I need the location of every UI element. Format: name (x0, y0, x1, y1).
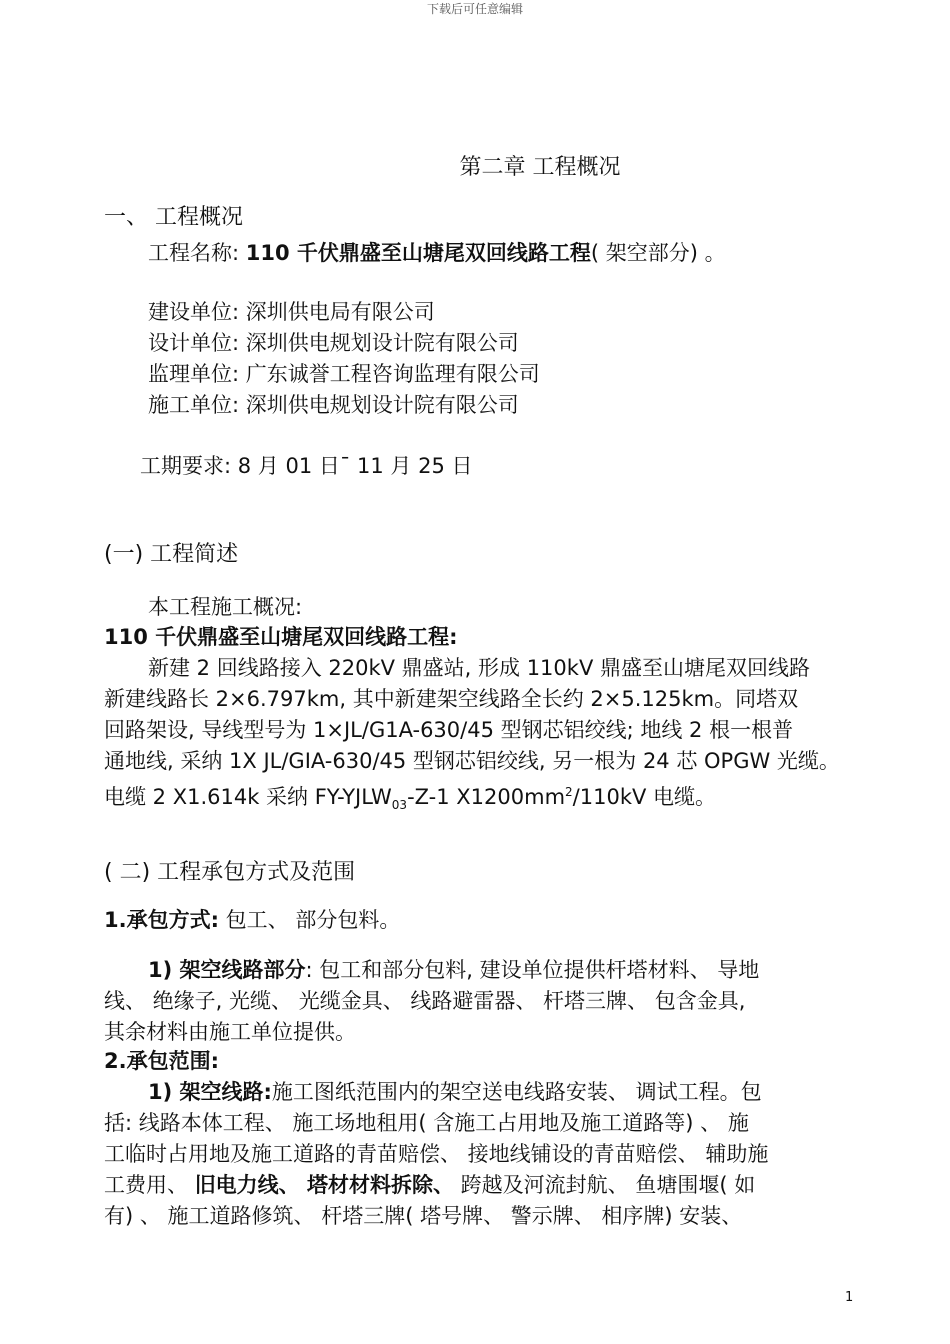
contract-mode-value: 包工、 部分包料。 (219, 908, 401, 932)
contract-mode-line (104, 905, 400, 936)
designer-line: 设计单位: 深圳供电规划设计院有限公司 (148, 331, 519, 355)
body-line: 其余材料由施工单位提供。 (104, 1020, 356, 1044)
contractor-line: 施工单位: 深圳供电规划设计院有限公司 (148, 393, 519, 417)
cable-text: 电缆 2 X1.614k 采纳 FY-YJLW (104, 785, 392, 809)
page-header: 下载后可任意编辑 (426, 2, 523, 16)
body-line: 通地线, 采纳 1X JL/GIA-630/45 型钢芯铝绞线, 另一根为 24 芯 OPGW 光缆。 (104, 749, 840, 773)
body-line: 括: 线路本体工程、 施工场地租用( 含施工占用地及施工道路等) 、 施 (104, 1111, 749, 1135)
scope-text: 跨越及河流封航、 鱼塘围堰( 如 (454, 1173, 756, 1197)
subsection-heading: (一) 工程简述 (104, 542, 239, 567)
body-line: 回路架设, 导线型号为 1×JL/G1A-630/45 型钢芯铝绞线; 地线 2 根一根普 (104, 718, 794, 742)
contract-mode-label: 1.承包方式: (104, 908, 219, 932)
overhead-text: : 包工和部分包料, 建设单位提供杆塔材料、 导地 (305, 958, 760, 982)
section-heading: 一、 工程概况 (104, 205, 243, 230)
page-number: 1 (845, 1290, 854, 1305)
builder-line: 建设单位: 深圳供电局有限公司 (148, 300, 435, 324)
overhead-label: 1) 架空线路部分 (148, 958, 306, 982)
supervisor-line: 监理单位: 广东诚誉工程咨询监理有限公司 (148, 362, 540, 386)
cable-text: -Z-1 X1200mm (407, 785, 566, 809)
cable-subscript: 03 (391, 798, 408, 813)
project-name-value: 110 千伏鼎盛至山塘尾双回线路工程 (245, 241, 591, 265)
cable-line (104, 777, 716, 821)
body-line: 工临时占用地及施工道路的青苗赔偿、 接地线铺设的青苗赔偿、 辅助施 (104, 1142, 769, 1166)
subsection-heading: ( 二) 工程承包方式及范围 (104, 860, 356, 885)
scope-text: 工费用、 (104, 1173, 195, 1197)
scope-item-label: 1) 架空线路: (148, 1080, 272, 1104)
body-line: 有) 、 施工道路修筑、 杆塔三牌( 塔号牌、 警示牌、 相序牌) 安装、 (104, 1204, 743, 1228)
overhead-line (148, 955, 759, 986)
cable-superscript: 2 (565, 785, 573, 799)
cable-text: /110kV 电缆。 (572, 785, 717, 809)
scope-text: 施工图纸范围内的架空送电线路安装、 调试工程。包 (271, 1080, 762, 1104)
schedule-line: 工期要求: 8 月 01 日¯ 11 月 25 日 (140, 454, 473, 478)
body-line (104, 1170, 755, 1201)
scope-bold-text: 旧电力线、 塔材材料拆除、 (194, 1173, 454, 1197)
scope-label: 2.承包范围: (104, 1049, 219, 1073)
project-name-suffix: ( 架空部分) 。 (590, 241, 726, 265)
project-title-line: 110 千伏鼎盛至山塘尾双回线路工程: (104, 625, 458, 649)
body-line: 新建 2 回线路接入 220kV 鼎盛站, 形成 110kV 鼎盛至山塘尾双回线路 (148, 656, 810, 680)
body-line: 新建线路长 2×6.797km, 其中新建架空线路全长约 2×5.125km。同塔双 (104, 687, 799, 711)
project-name-label: 工程名称: (148, 241, 240, 265)
chapter-title: 第二章 工程概况 (459, 155, 621, 180)
project-name-line (148, 238, 726, 269)
intro-line: 本工程施工概况: (148, 595, 303, 619)
scope-line (148, 1077, 762, 1108)
body-line: 线、 绝缘子, 光缆、 光缆金具、 线路避雷器、 杆塔三牌、 包含金具, (104, 989, 746, 1013)
